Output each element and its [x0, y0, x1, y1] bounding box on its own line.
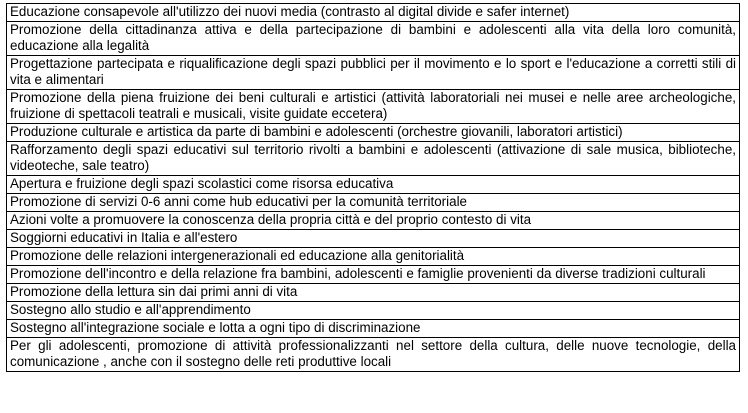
table-cell: Sostegno all'integrazione sociale e lotta a ogni tipo di discriminazione	[7, 320, 740, 338]
table-row	[7, 320, 740, 338]
table-row	[7, 142, 740, 176]
table-cell: Rafforzamento degli spazi educativi sul territorio rivolti a bambini e adolescenti (attivazione di sale musica, biblioteche, videoteche, sale teatro)	[7, 142, 740, 176]
table-cell: Progettazione partecipata e riqualificazione degli spazi pubblici per il movimento e lo sport e l'educazione a corretti stili di vita e alimentari	[7, 56, 740, 90]
table-cell: Soggiorni educativi in Italia e all'estero	[7, 230, 740, 248]
table-cell: Promozione della lettura sin dai primi anni di vita	[7, 284, 740, 302]
table-row	[7, 22, 740, 56]
table-cell: Promozione dell'incontro e della relazione fra bambini, adolescenti e famiglie provenienti da diverse tradizioni culturali	[7, 266, 740, 284]
table-cell: Apertura e fruizione degli spazi scolastici come risorsa educativa	[7, 176, 740, 194]
table-row	[7, 230, 740, 248]
table-row	[7, 176, 740, 194]
table-cell: Promozione della piena fruizione dei beni culturali e artistici (attività laboratoriali nei musei e nelle aree archeologiche, fruizione di spettacoli teatrali e musicali, visite guidate eccetera)	[7, 90, 740, 124]
table-cell: Per gli adolescenti, promozione di attività professionalizzanti nel settore della cultura, delle nuove tecnologie, della comunicazione , anche con il sostegno delle reti produttive locali	[7, 338, 740, 372]
table-row	[7, 124, 740, 142]
table-row	[7, 56, 740, 90]
table-row	[7, 248, 740, 266]
table-cell: Produzione culturale e artistica da parte di bambini e adolescenti (orchestre giovanili, laboratori artistici)	[7, 124, 740, 142]
activities-table	[6, 3, 740, 372]
table-row	[7, 90, 740, 124]
table-cell: Azioni volte a promuovere la conoscenza della propria città e del proprio contesto di vita	[7, 212, 740, 230]
table-row	[7, 194, 740, 212]
table-body	[7, 4, 740, 372]
table-row	[7, 4, 740, 22]
table-row	[7, 302, 740, 320]
table-cell: Sostegno allo studio e all'apprendimento	[7, 302, 740, 320]
table-row	[7, 284, 740, 302]
table-row	[7, 212, 740, 230]
table-cell: Promozione delle relazioni intergenerazionali ed educazione alla genitorialità	[7, 248, 740, 266]
table-cell: Promozione di servizi 0-6 anni come hub educativi per la comunità territoriale	[7, 194, 740, 212]
table-cell: Promozione della cittadinanza attiva e della partecipazione di bambini e adolescenti alla vita della loro comunità, educazione alla legalità	[7, 22, 740, 56]
table-cell: Educazione consapevole all'utilizzo dei nuovi media (contrasto al digital divide e safer internet)	[7, 4, 740, 22]
table-row	[7, 338, 740, 372]
table-row	[7, 266, 740, 284]
